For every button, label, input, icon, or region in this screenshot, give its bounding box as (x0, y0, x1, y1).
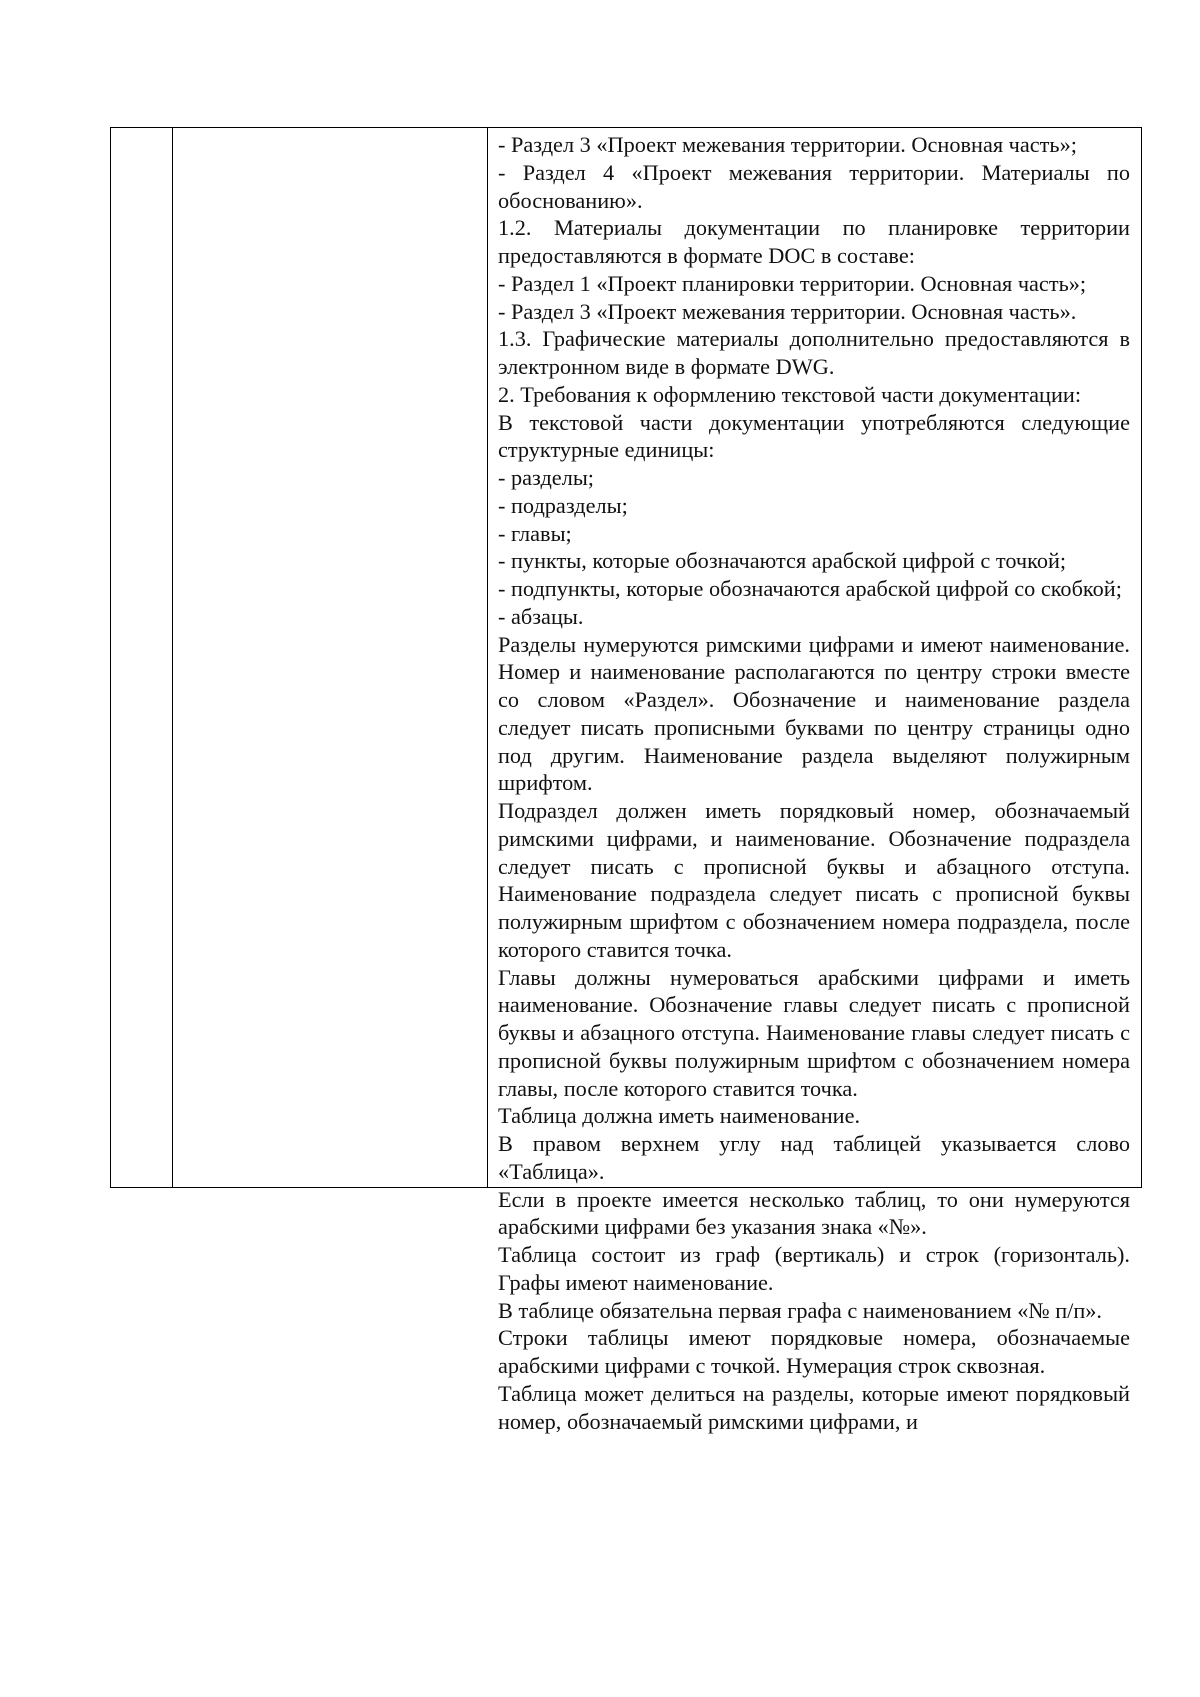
paragraph: Таблица может делиться на разделы, которые имеют порядковый номер, обозначаемый римскими цифрами, и (498, 1380, 1130, 1434)
column-divider-1 (172, 128, 173, 1187)
paragraph: 1.2. Материалы документации по планировке территории предоставляются в формате DOC в составе: (498, 215, 1130, 268)
paragraph: В правом верхнем углу над таблицей указывается слово «Таблица». (498, 1131, 1130, 1184)
paragraph: Разделы нумеруются римскими цифрами и имеют наименование. Номер и наименование располагаются по центру строки вместе со словом «Раздел». Обозначение и наименование раздела следует писать прописными буквами по центру страницы одно под другим. Наименование раздела выделяют полужирным шрифтом. (498, 631, 1130, 796)
paragraph: 1.3. Графические материалы дополнительно предоставляются в электронном виде в формате DWG. (498, 326, 1130, 379)
paragraph: Таблица должна иметь наименование. (498, 1103, 861, 1129)
list-item: - абзацы. (498, 603, 584, 629)
list-item: - главы; (498, 520, 572, 546)
paragraph: В текстовой части документации употребляются следующие структурные единицы: (498, 409, 1130, 463)
paragraph: - Раздел 3 «Проект межевания территории. Основная часть»; (498, 132, 1077, 157)
paragraph: Если в проекте имеется несколько таблиц, то они нумеруются арабскими цифрами без указания знака «№». (498, 1186, 1130, 1240)
paragraph: - Раздел 4 «Проект межевания территории. Материалы по обоснованию». (498, 159, 1130, 213)
list-item: - подразделы; (498, 492, 628, 518)
paragraph: Таблица состоит из граф (вертикаль) и строк (горизонталь). Графы имеют наименование. (498, 1242, 1130, 1295)
paragraph: - Раздел 1 «Проект планировки территории. Основная часть»; (498, 270, 1087, 296)
paragraph: Подраздел должен иметь порядковый номер, обозначаемый римскими цифрами, и наименование. Обозначение подраздела следует писать с прописной буквы и абзацного отступа. Наименование подраздела следует писать с прописной буквы полужирным шрифтом с обозначением номера подраздела, после которого ставится точка. (498, 798, 1130, 962)
requirements-cell (498, 131, 1130, 1435)
list-item: - разделы; (498, 465, 594, 490)
column-divider-2 (487, 128, 488, 1187)
paragraph: Главы должны нумероваться арабскими цифрами и иметь наименование. Обозначение главы следует писать с прописной буквы и абзацного отступа. Наименование главы следует писать с прописной буквы полужирным шрифтом с обозначением номера главы, после которого ставится точка. (498, 964, 1130, 1101)
paragraph: В таблице обязательна первая графа с наименованием «№ п/п». (498, 1297, 1102, 1323)
list-item: - подпункты, которые обозначаются арабской цифрой со скобкой; (498, 576, 1122, 601)
list-item: - пункты, которые обозначаются арабской цифрой с точкой; (498, 548, 1067, 574)
paragraph: - Раздел 3 «Проект межевания территории. Основная часть». (498, 298, 1077, 324)
paragraph: Строки таблицы имеют порядковые номера, обозначаемые арабскими цифрами с точкой. Нумерация строк сквозная. (498, 1325, 1130, 1378)
document-table (110, 127, 1142, 1434)
paragraph: 2. Требования к оформлению текстовой части документации: (498, 381, 1082, 407)
